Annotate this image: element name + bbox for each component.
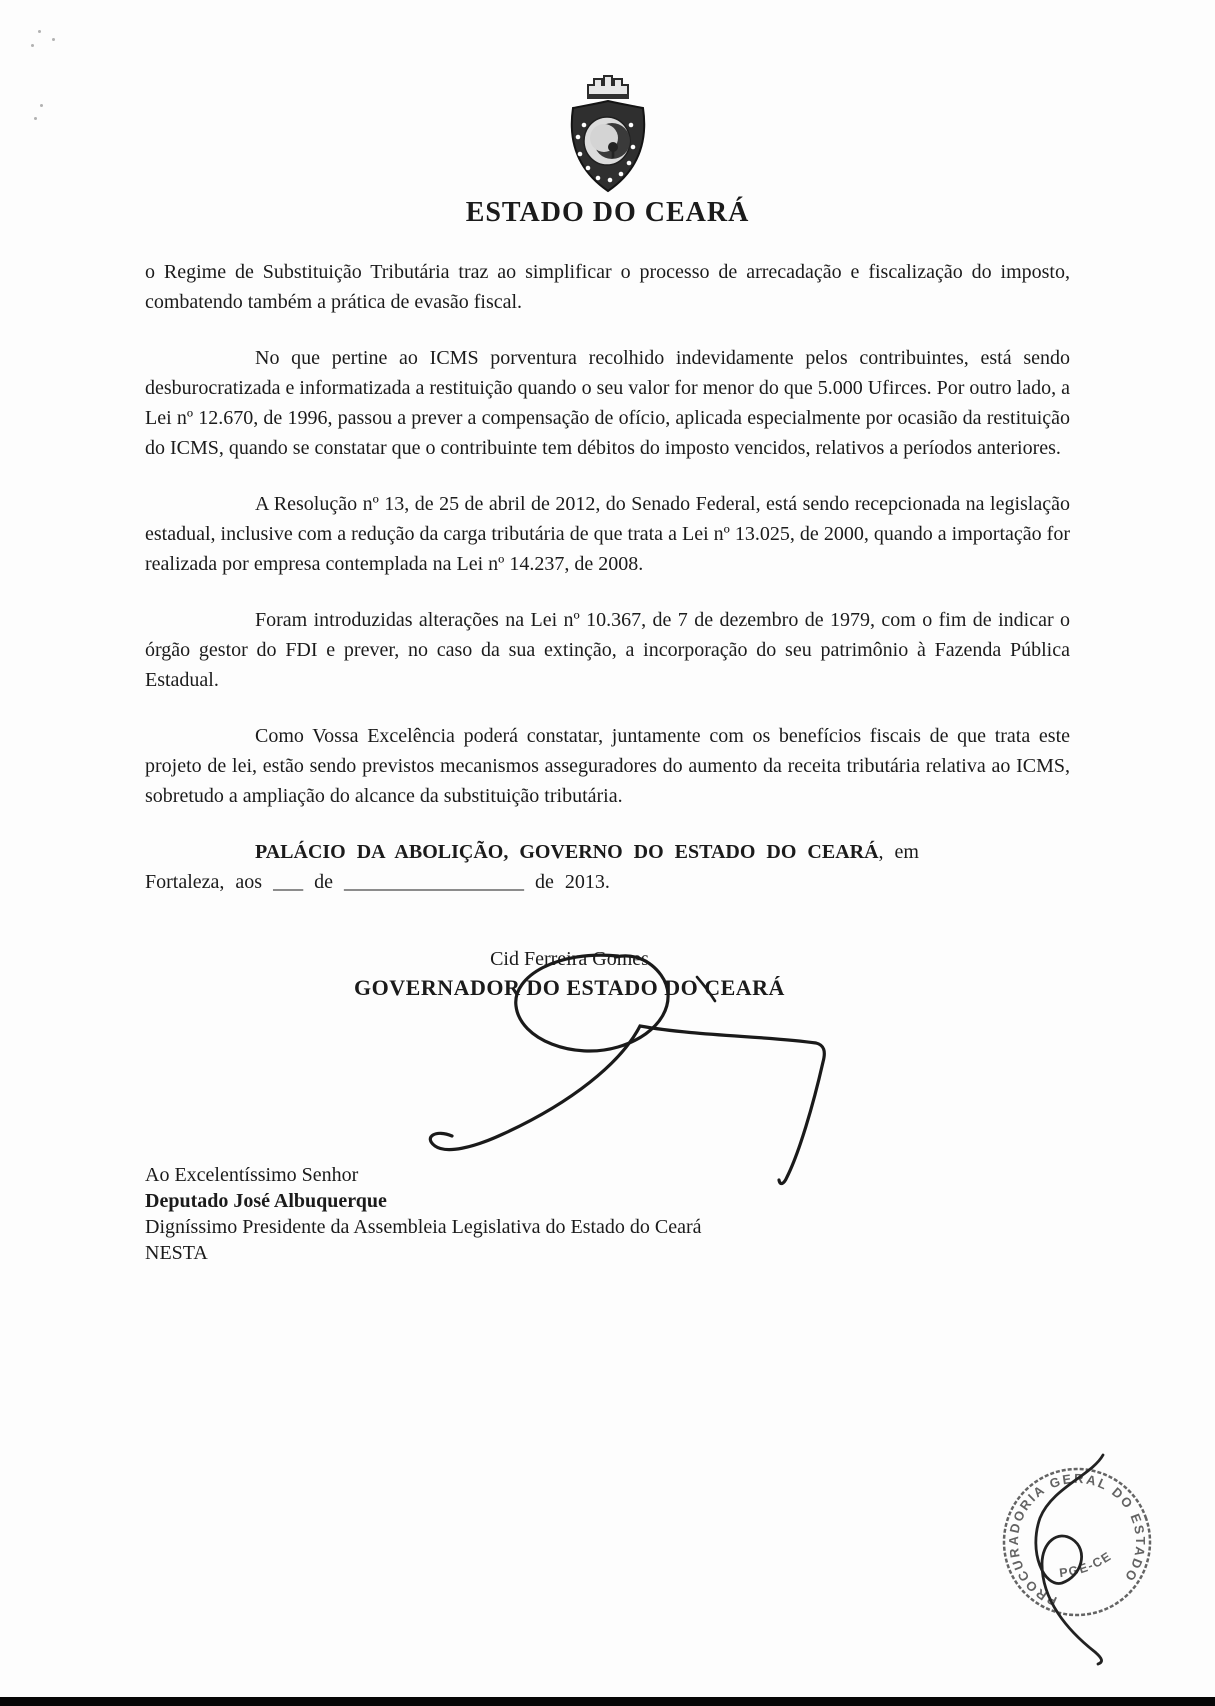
date-fill-in-line: Fortaleza, aos ___ de __________________ de 2013. (145, 871, 610, 893)
signature-block (107, 945, 1032, 1003)
pge-stamp (992, 1440, 1172, 1675)
procuradoria-stamp-icon (992, 1440, 1172, 1675)
recipient-title: Digníssimo Presidente da Assembleia Legislativa do Estado do Ceará (145, 1216, 702, 1238)
paragraph-2: No que pertine ao ICMS porventura recolhido indevidamente pelos contribuintes, está sendo desburocratizada e informatizada a restituição quando o seu valor for menor do que 5.000 Ufirces. Por outro lado, a Lei nº 12.670, de 1996, passou a prever a compensação de ofício, aplicada especialmente por ocasião da restituição do ICMS, quando se constatar que o contribuinte tem débitos do imposto vencidos, relativos a períodos anteriores. (145, 347, 1070, 459)
recipient-block (145, 1162, 1070, 1266)
stamp-ring-text: PROCURADORIA GERAL DO ESTADO (1005, 1470, 1149, 1609)
scan-speckle (40, 104, 43, 107)
scan-speckle (31, 44, 34, 47)
stamp-inner-text: PGE-CE (1058, 1548, 1115, 1581)
page-title: ESTADO DO CEARÁ (465, 197, 750, 228)
letterhead (145, 75, 1070, 193)
scan-speckle (52, 38, 55, 41)
recipient-city: NESTA (145, 1242, 208, 1264)
scan-speckle (38, 30, 41, 33)
paragraph-4: Foram introduzidas alterações na Lei nº 10.367, de 7 de dezembro de 1979, com o fim de indicar o órgão gestor do FDI e prever, no caso da sua extinção, a incorporação do seu patrimônio à Fazenda Pública Estadual. (145, 609, 1070, 691)
palace-name: PALÁCIO DA ABOLIÇÃO, GOVERNO DO ESTADO DO CEARÁ (255, 841, 879, 863)
recipient-name: Deputado José Albuquerque (145, 1190, 387, 1212)
paragraph-1: o Regime de Substituição Tributária traz ao simplificar o processo de arrecadação e fiscalização do imposto, combatendo também a prática de evasão fiscal. (145, 261, 1070, 313)
signer-name: Cid Ferreira Gomes (490, 948, 649, 970)
paragraph-5: Como Vossa Excelência poderá constatar, juntamente com os benefícios fiscais de que trata este projeto de lei, estão sendo previstos mecanismos asseguradores do aumento da receita tributária relativa ao ICMS, sobretudo a ampliação do alcance da substituição tributária. (145, 725, 1070, 807)
ceara-coat-of-arms-icon (563, 75, 653, 193)
svg-text:PGE-CE (1056, 1548, 1116, 1584)
recipient-line: Ao Excelentíssimo Senhor (145, 1164, 359, 1186)
letter-body (145, 257, 1070, 1266)
palace-rest: , em (878, 841, 919, 863)
scan-speckle (34, 117, 37, 120)
scan-edge-bar (0, 1697, 1215, 1706)
signer-role: GOVERNADOR DO ESTADO DO CEARÁ (354, 975, 785, 1000)
closing-paragraph (145, 837, 1070, 897)
paragraph-3: A Resolução nº 13, de 25 de abril de 2012, do Senado Federal, está sendo recepcionada na legislação estadual, inclusive com a redução da carga tributária de que trata a Lei nº 13.025, de 2000, quando a importação for realizada por empresa contemplada na Lei nº 14.237, de 2008. (145, 493, 1070, 575)
